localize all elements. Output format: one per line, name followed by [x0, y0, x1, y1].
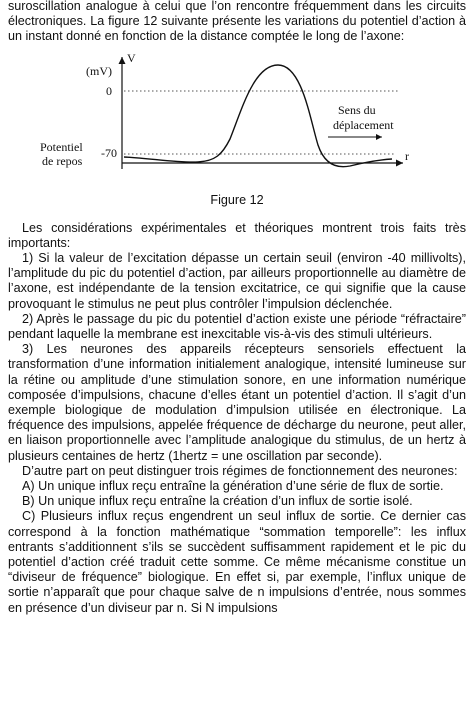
direction-label-line2: déplacement: [333, 117, 394, 132]
y-unit-label: (mV): [86, 63, 112, 78]
paragraph-regime-c: C) Plusieurs influx reçus engendrent un seul influx de sortie. Ce dernier cas correspond à la fonction mathématique “sommation temporelle”: les influx entrants s’additionnent s’ils se succèdent suffisamment rapidement et le pic du potentiel d’action créé traduit cette somme. Ce même mécanisme constitue un “diviseur de fréquence” biologique. En effet si, par exemple, l’influx unique de sortie n’apparaît que pour chaque salve de n impulsions d’entrée, nous sommes en présence d’un diviseur par n. Si N impulsions: [8, 509, 466, 615]
action-potential-chart: [0, 45, 472, 185]
intro-paragraph: suroscillation analogue à celui que l’on rencontre fréquemment dans les circuits électroniques. La figure 12 suivante présente les variations du potentiel d’action à un instant donné en fonction de la distance comptée le long de l’axone:: [8, 0, 466, 44]
paragraph-fact-2: 2) Après le passage du pic du potentiel d’action existe une période “réfractaire” pendant laquelle la membrane est inexcitable vis-à-vis des stimuli ultérieurs.: [8, 311, 466, 342]
tick-rest-label: -70: [101, 145, 117, 160]
paragraph-fact-1: 1) Si la valeur de l’excitation dépasse un certain seuil (environ -40 millivolts), l’amplitude du pic du potentiel d’action, par ailleurs proportionnelle au diamètre de l’axone, est indépendante de la tension excitatrice, ce qui signifie que la cause provoquant le stimulus ne peut plus contrôler l’impulsion déclenchée.: [8, 251, 466, 311]
paragraph-considerations: Les considérations expérimentales et théoriques montrent trois faits très importants:: [8, 220, 466, 250]
x-axis-label: r: [405, 148, 409, 163]
paragraph-regime-b: B) Un unique influx reçu entraîne la création d’un influx de sortie isolé.: [22, 494, 413, 509]
figure-12: [0, 45, 472, 185]
paragraph-fact-3: 3) Les neurones des appareils récepteurs sensoriels effectuent la transformation d’une information initialement analogique, intensité lumineuse sur la rétine ou amplitude d’une stimulation sonore, en une information numérique composée d’impulsions, chacune d’elles étant un potentiel d’action. Il s’agit d’un exemple biologique de modulation d’impulsion utilisée en électronique. La fréquence des impulsions, appelée fréquence de décharge du neurone, peut aller, en liaison proportionnelle avec l’amplitude analogique du stimulus, de un hertz à plusieurs centaines de hertz (1hertz = une oscillation par seconde).: [8, 342, 466, 463]
rest-label-line1: Potentiel: [40, 139, 83, 154]
paragraph-regime-a: A) Un unique influx reçu entraîne la génération d’une série de flux de sortie.: [22, 479, 444, 494]
tick-zero-label: 0: [106, 83, 112, 98]
y-axis-label: V: [127, 50, 136, 65]
rest-label-line2: de repos: [42, 153, 83, 168]
paragraph-regimes-intro: D’autre part on peut distinguer trois régimes de fonctionnement des neurones:: [22, 463, 458, 478]
figure-caption: Figure 12: [210, 192, 264, 207]
direction-label-line1: Sens du: [338, 102, 376, 117]
